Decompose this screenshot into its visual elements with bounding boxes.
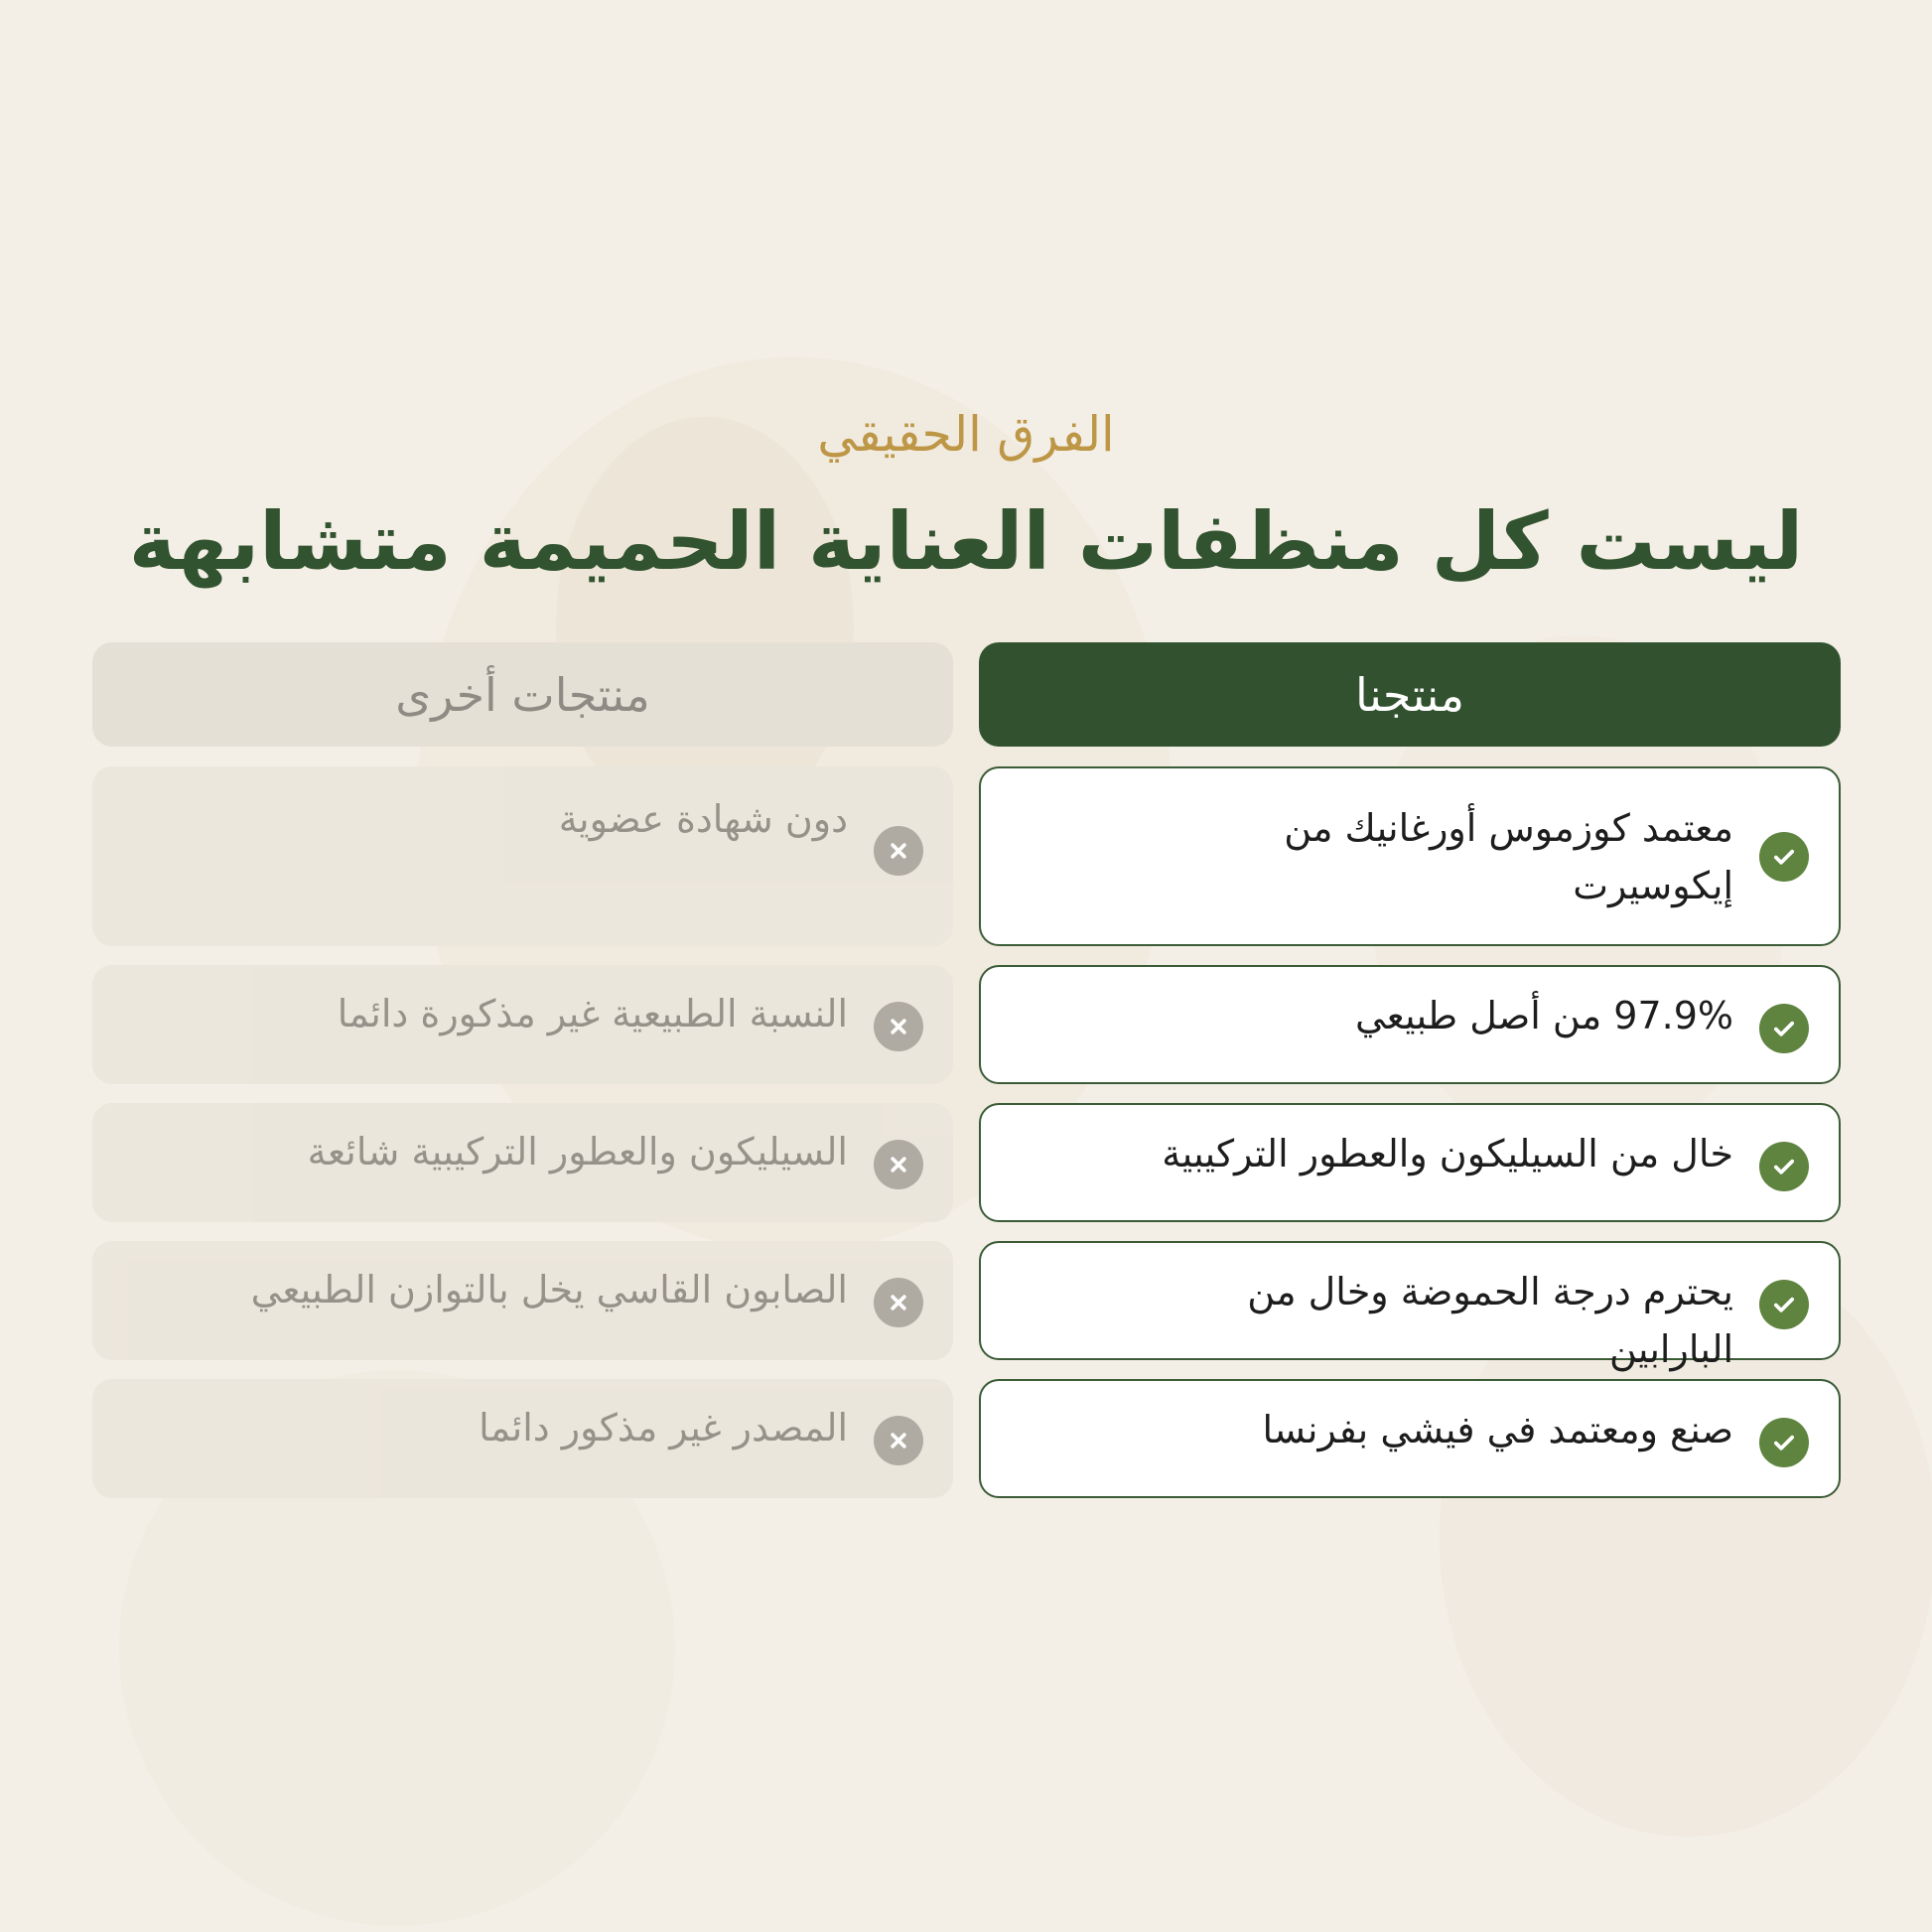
row-ours-text: خال من السيليكون والعطور التركيبية (1162, 1132, 1733, 1175)
row-other-cell (92, 1379, 953, 1498)
row-ours-cell (979, 1379, 1841, 1498)
row-other-text: النسبة الطبيعية غير مذكورة دائما (337, 992, 848, 1035)
section-kicker: الفرق الحقيقي (817, 406, 1115, 463)
row-ours-text: 97.9% من أصل طبيعي (1354, 994, 1733, 1037)
row-other-text: دون شهادة عضوية (558, 797, 848, 841)
page-title: ليست كل منظفات العناية الحميمة متشابهة (128, 495, 1804, 588)
column-header-others: منتجات أخرى (92, 642, 953, 747)
x-icon (874, 1416, 923, 1465)
row-other-cell (92, 766, 953, 946)
column-header-ours: منتجنا (979, 642, 1841, 747)
x-icon (874, 1140, 923, 1189)
row-other-text: السيليكون والعطور التركيبية شائعة (307, 1130, 848, 1173)
x-icon (874, 1278, 923, 1327)
check-icon (1759, 1418, 1809, 1467)
row-ours-text: معتمد كوزموس أورغانيك من إيكوسيرت (1284, 805, 1733, 907)
check-icon (1759, 1280, 1809, 1329)
check-icon (1759, 1142, 1809, 1191)
row-ours-cell (979, 766, 1841, 946)
check-icon (1759, 1004, 1809, 1053)
row-other-cell (92, 1103, 953, 1222)
row-other-cell (92, 965, 953, 1084)
row-other-cell (92, 1241, 953, 1360)
row-other-text: الصابون القاسي يخل بالتوازن الطبيعي (250, 1268, 848, 1311)
x-icon (874, 826, 923, 876)
check-icon (1759, 832, 1809, 882)
row-other-text: المصدر غير مذكور دائما (479, 1406, 848, 1449)
row-ours-cell (979, 965, 1841, 1084)
row-ours-text: يحترم درجة الحموضة وخال من البارابين (1247, 1270, 1733, 1371)
row-ours-cell (979, 1103, 1841, 1222)
x-icon (874, 1002, 923, 1051)
row-ours-text: صنع ومعتمد في فيشي بفرنسا (1262, 1408, 1733, 1451)
row-ours-cell (979, 1241, 1841, 1371)
